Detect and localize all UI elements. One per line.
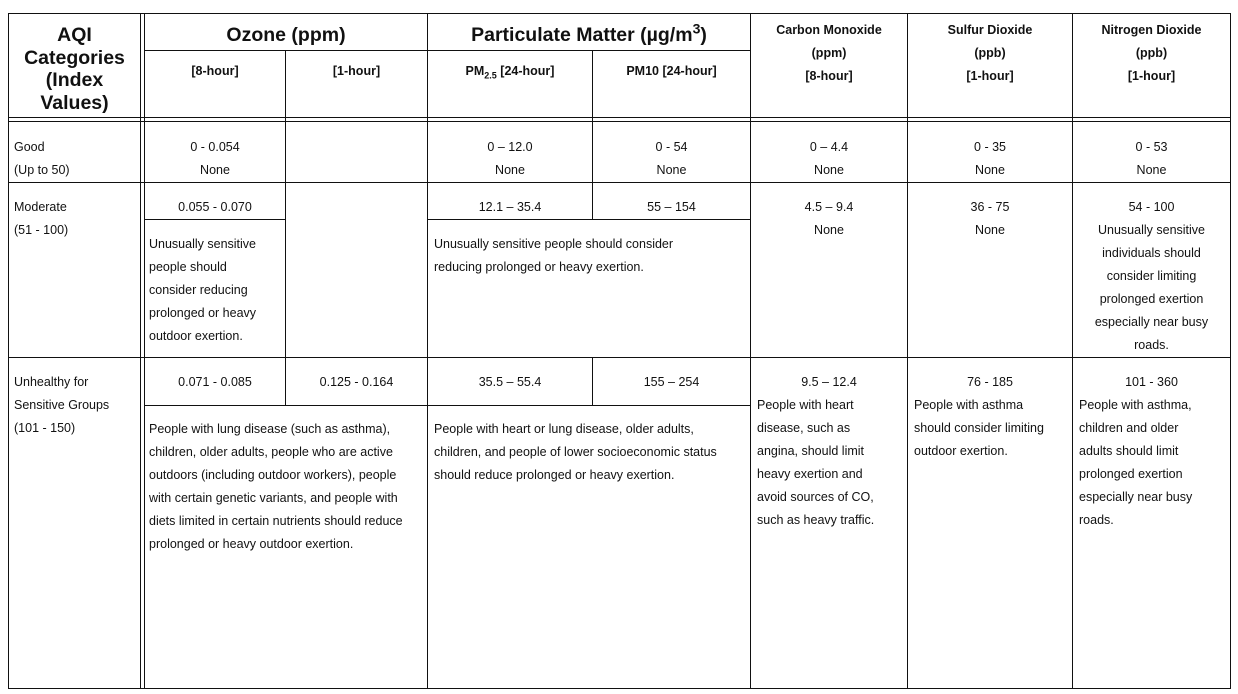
row-usg-category: Unhealthy for Sensitive Groups (101 - 150) — [14, 375, 110, 435]
rule-cat-right-1 — [140, 13, 141, 689]
row-usg-no2-message: People with asthma, children and older adults should limit prolonged exertion especially near busy roads. — [1079, 398, 1193, 527]
header-category-line: (Index — [45, 69, 104, 91]
rule-mod-pm-range — [427, 219, 750, 220]
rule-right — [1230, 13, 1231, 689]
row-moderate-pm10: 55 – 154 — [647, 200, 696, 214]
rule-pm-right — [750, 13, 751, 689]
header-so2: Sulfur Dioxide (ppb) [1-hour] — [947, 23, 1033, 83]
row-good-pm25: 0 – 12.0 None — [487, 140, 533, 177]
row-good-so2: 0 - 35 None — [974, 140, 1006, 177]
rule-good-bottom — [8, 182, 1231, 183]
row-good-co: 0 – 4.4 None — [809, 140, 849, 177]
row-usg-no2: 101 - 360 — [1125, 375, 1178, 389]
header-category-line: Categories — [24, 46, 125, 69]
header-category-line: AQI — [57, 24, 92, 46]
header-ozone-title: Ozone (ppm) — [226, 24, 346, 46]
row-moderate-ozone-message: Unusually sensitive people should consider reducing prolonged or heavy outdoor exertion. — [149, 237, 257, 343]
row-usg-co-message: People with heart disease, such as angina, should limit heavy exertion and avoid sources of CO, such as heavy traffic. — [757, 398, 875, 527]
rule-o3-right — [427, 13, 428, 689]
header-pm10: PM10 [24-hour] — [626, 64, 717, 78]
rule-o3-mid-top — [285, 50, 286, 358]
row-usg-ozone-message: People with lung disease (such as asthma), children, older adults, people who are active outdoors (including outdoor workers), people with certain genetic variants, and people with diets limited in certain nutrients should reduce prolonged or heavy outdoor exertion. — [149, 422, 403, 551]
row-moderate-pm25: 12.1 – 35.4 — [478, 200, 542, 214]
row-moderate-ozone8: 0.055 - 0.070 — [178, 200, 252, 214]
rule-header-bottom-2 — [8, 121, 1231, 122]
header-category-line: Values) — [40, 91, 109, 114]
rule-subheader — [145, 50, 750, 51]
row-good-category: Good (Up to 50) — [14, 140, 70, 177]
row-moderate-category: Moderate (51 - 100) — [14, 200, 69, 237]
header-no2: Nitrogen Dioxide (ppb) [1-hour] — [1101, 23, 1202, 83]
header-ozone-1hour: [1-hour] — [332, 64, 381, 78]
row-good-no2: 0 - 53 None — [1135, 140, 1168, 177]
row-usg-pm-message: People with heart or lung disease, older adults, children, and people of lower socioeconomic status should reduce prolonged or heavy exertion. — [434, 422, 717, 482]
row-moderate-no2: 54 - 100 Unusually sensitive individuals should consider limiting prolonged exertion especially near busy roads. — [1094, 200, 1209, 352]
row-usg-co: 9.5 – 12.4 — [801, 375, 857, 389]
header-pm-title: Particulate Matter $(\mu g/m^3)$ — [471, 20, 707, 46]
rule-usg-o3-range — [145, 405, 427, 406]
rule-usg-pm-range — [427, 405, 750, 406]
row-usg-pm10: 155 – 254 — [643, 375, 700, 389]
rule-co-right — [907, 13, 908, 689]
rule-bottom — [8, 688, 1231, 689]
rule-cat-right-2 — [144, 13, 145, 689]
rule-mod-o3-range — [145, 219, 285, 220]
rule-left — [8, 13, 9, 689]
header-category-title — [8, 24, 141, 114]
header-ozone-8hour: [8-hour] — [191, 64, 239, 78]
row-moderate-co: 4.5 – 9.4 None — [804, 200, 854, 237]
row-usg-ozone1: 0.125 - 0.164 — [319, 375, 394, 389]
row-good-pm10: 0 - 54 None — [655, 140, 688, 177]
row-usg-ozone8: 0.071 - 0.085 — [178, 375, 252, 389]
row-usg-so2: 76 - 185 — [967, 375, 1013, 389]
row-moderate-so2: 36 - 75 None — [970, 200, 1010, 237]
row-usg-so2-message: People with asthma should consider limiting outdoor exertion. — [914, 398, 1044, 458]
header-pm25: $PM_{2.5}$ [24-hour] — [465, 64, 555, 81]
header-co: Carbon Monoxide (ppm) [8-hour] — [776, 23, 882, 83]
row-good-ozone8: 0 - 0.054 None — [190, 140, 240, 177]
rule-header-bottom-1 — [8, 117, 1231, 118]
row-usg-pm25: 35.5 – 55.4 — [478, 375, 542, 389]
rule-top — [8, 13, 1231, 14]
rule-mod-bottom — [8, 357, 1231, 358]
row-moderate-pm-message: Unusually sensitive people should consider reducing prolonged or heavy exertion. — [434, 237, 674, 274]
